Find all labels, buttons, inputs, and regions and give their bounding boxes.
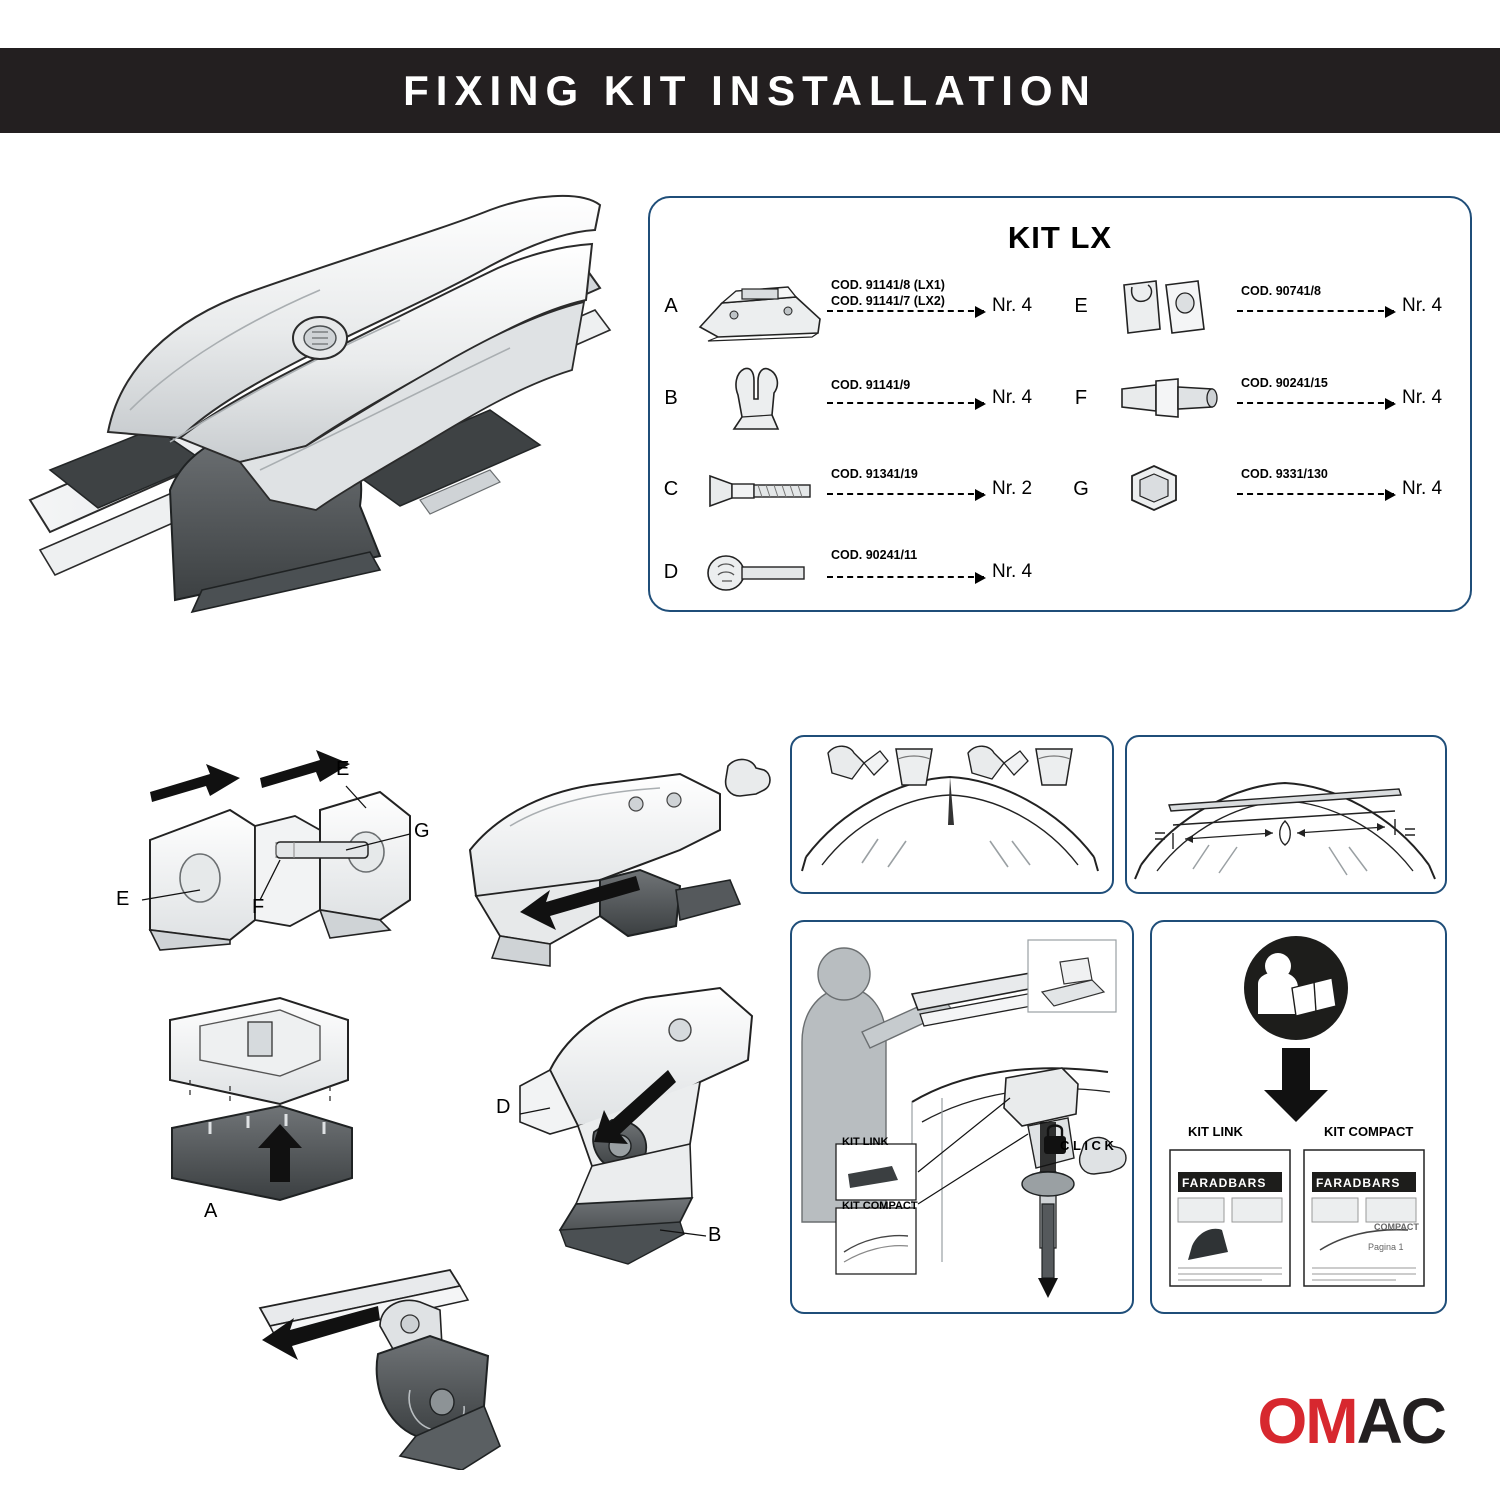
kit-item-e xyxy=(1060,260,1470,352)
step1-label-e-left: E xyxy=(116,888,130,910)
panel-clean-roof xyxy=(790,735,1114,894)
kit-item-c-letter: C xyxy=(663,477,679,500)
logo-part-1: OM xyxy=(1257,1385,1357,1457)
panel-c-kit-compact-label: KIT COMPACT xyxy=(842,1200,918,1212)
kit-item-a-letter: A xyxy=(664,294,678,317)
kit-item-g-code-1: COD. 9331/130 xyxy=(1241,467,1328,481)
kit-item-g-letter: G xyxy=(1073,477,1089,500)
kit-item-e-qty: Nr. 4 xyxy=(1402,295,1443,316)
kit-column-right xyxy=(1060,260,1470,600)
kit-item-a-code-2: COD. 91141/7 (LX2) xyxy=(831,294,945,308)
kit-item-a-code-1: COD. 91141/8 (LX1) xyxy=(831,278,945,292)
kit-item-f-code-area xyxy=(1237,368,1402,428)
kit-item-e-code-area xyxy=(1237,276,1402,336)
roof-rail-illustration xyxy=(20,170,620,670)
page-header xyxy=(0,48,1500,133)
hex-nut-icon xyxy=(1102,450,1237,528)
kit-item-c xyxy=(650,444,1060,534)
panel-d-brand-right: FARADBARS xyxy=(1316,1176,1401,1190)
kit-item-f-arrow xyxy=(1237,402,1394,406)
step3-label-a: A xyxy=(204,1200,218,1222)
clamp-pair-icon xyxy=(1102,267,1237,345)
kit-item-d-code-area xyxy=(827,542,992,602)
kit-item-d-arrow xyxy=(827,576,984,580)
kit-item-c-code-1: COD. 91341/19 xyxy=(831,467,918,481)
kit-item-c-arrow xyxy=(827,493,984,497)
kit-item-b-qty: Nr. 4 xyxy=(992,387,1033,408)
step1-label-f: F xyxy=(252,896,265,918)
panel-d-compact-word: COMPACT xyxy=(1374,1222,1419,1232)
kit-item-a-arrow xyxy=(827,310,984,314)
kit-item-b-letter: B xyxy=(664,386,678,409)
panel-measure-bars xyxy=(1125,735,1447,894)
panel-d-page-label: Pagina 1 xyxy=(1368,1242,1404,1252)
step1-label-e-top: E xyxy=(336,758,350,780)
step4-label-b: B xyxy=(708,1224,722,1246)
panel-d-kit-compact-label: KIT COMPACT xyxy=(1324,1124,1414,1139)
panel-read-manual xyxy=(1150,920,1447,1314)
page-title: FIXING KIT INSTALLATION xyxy=(403,66,1097,114)
kit-item-e-code-1: COD. 90741/8 xyxy=(1241,284,1321,298)
kit-parts-grid xyxy=(650,260,1470,600)
kit-item-a xyxy=(650,260,1060,352)
kit-item-a-code-area xyxy=(827,276,992,336)
assembly-steps-illustration xyxy=(80,730,800,1470)
step1-label-g: G xyxy=(414,820,430,842)
kit-item-a-qty: Nr. 4 xyxy=(992,295,1033,316)
kit-item-e-arrow xyxy=(1237,310,1394,314)
kit-item-g-qty: Nr. 4 xyxy=(1402,478,1443,499)
kit-item-d-qty: Nr. 4 xyxy=(992,561,1033,582)
kit-item-c-code-area xyxy=(827,459,992,519)
kit-item-g-arrow xyxy=(1237,493,1394,497)
step4-label-d: D xyxy=(496,1096,511,1118)
kit-item-f-code-1: COD. 90241/15 xyxy=(1241,376,1328,390)
kit-title: KIT LX xyxy=(1007,220,1113,255)
kit-item-d-code-1: COD. 90241/11 xyxy=(831,548,918,562)
panel-c-click-label: C L I C K xyxy=(1060,1138,1114,1153)
foot-plate-icon xyxy=(692,267,827,345)
kit-item-b xyxy=(650,352,1060,444)
kit-item-g-code-area xyxy=(1237,459,1402,519)
kit-item-f xyxy=(1060,352,1470,444)
kit-parts-box xyxy=(648,196,1472,612)
kit-item-d xyxy=(650,534,1060,610)
spacer-sleeve-icon xyxy=(1102,359,1237,437)
omac-logo xyxy=(1257,1384,1445,1458)
kit-item-b-code-1: COD. 91141/9 xyxy=(831,378,911,392)
logo-part-2: AC xyxy=(1356,1385,1445,1457)
kit-item-b-arrow xyxy=(827,402,984,406)
kit-item-g xyxy=(1060,444,1470,534)
kit-item-b-code-area xyxy=(827,368,992,428)
kit-item-d-letter: D xyxy=(663,560,679,583)
panel-c-kit-link-label: KIT LINK xyxy=(842,1136,889,1148)
panel-d-brand-left: FARADBARS xyxy=(1182,1176,1267,1190)
hook-bracket-icon xyxy=(692,359,827,437)
kit-item-c-qty: Nr. 2 xyxy=(992,478,1033,499)
kit-item-e-letter: E xyxy=(1074,294,1088,317)
bolt-long-icon xyxy=(692,450,827,528)
screw-head-icon xyxy=(692,533,827,611)
kit-column-left xyxy=(650,260,1060,600)
kit-item-f-letter: F xyxy=(1074,386,1088,409)
panel-d-kit-link-label: KIT LINK xyxy=(1188,1124,1243,1139)
panel-install-click xyxy=(790,920,1134,1314)
kit-item-f-qty: Nr. 4 xyxy=(1402,387,1443,408)
